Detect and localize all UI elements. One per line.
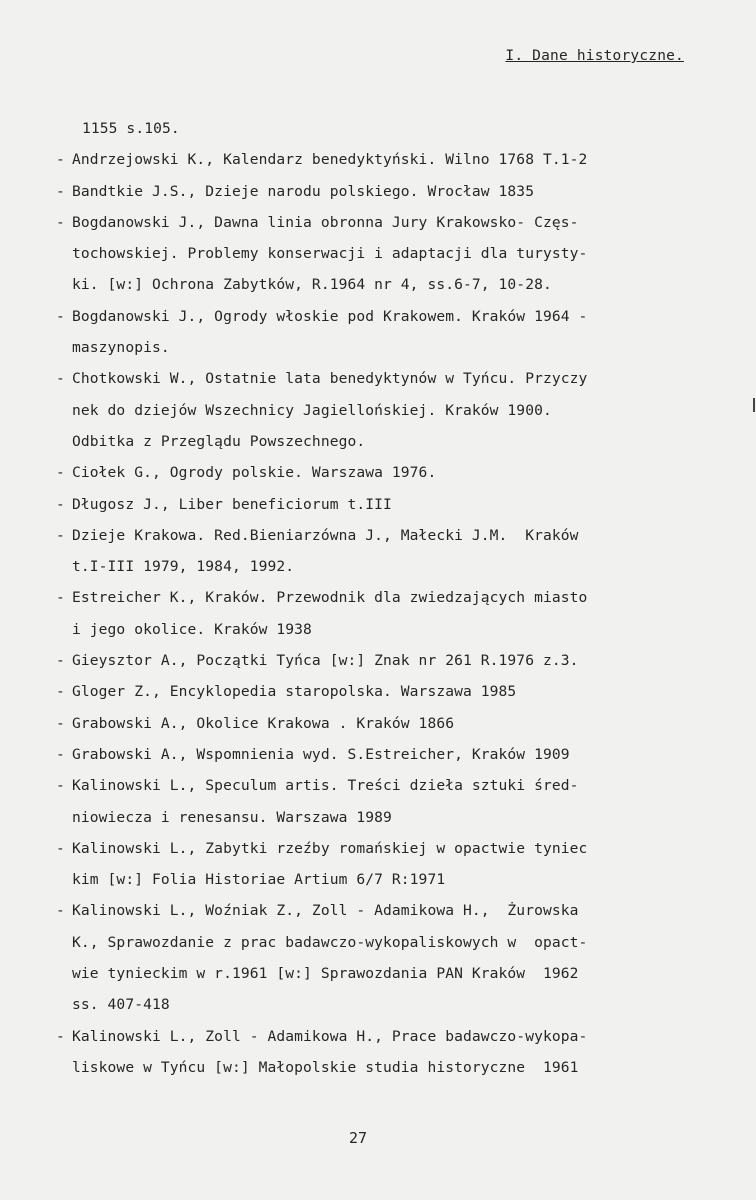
bibliography-continuation-line — [56, 993, 676, 1024]
line-text: Gieysztor A., Początki Tyńca [w:] Znak nr 261 R.1976 z.3. — [72, 652, 579, 670]
bibliography-list — [56, 117, 676, 1087]
line-text: ki. [w:] Ochrona Zabytków, R.1964 nr 4, ss.6-7, 10-28. — [72, 276, 552, 294]
line-text: Estreicher K., Kraków. Przewodnik dla zwiedzających miasto — [72, 589, 588, 607]
line-text: liskowe w Tyńcu [w:] Małopolskie studia historyczne 1961 — [72, 1058, 579, 1076]
line-text: Bogdanowski J., Ogrody włoskie pod Krakowem. Kraków 1964 - — [72, 307, 588, 325]
bibliography-entry-line — [56, 743, 676, 774]
entry-dash: - — [56, 839, 65, 857]
line-text: Kalinowski L., Speculum artis. Treści dzieła sztuki śred- — [72, 777, 579, 795]
line-text: Dzieje Krakowa. Red.Bieniarzówna J., Małecki J.M. Kraków — [72, 526, 579, 544]
bibliography-continuation-line — [56, 618, 676, 649]
bibliography-entry-line — [56, 586, 676, 617]
entry-dash: - — [56, 1027, 65, 1045]
entry-dash: - — [56, 370, 65, 388]
bibliography-entry-line — [56, 899, 676, 930]
bibliography-continuation-line — [56, 273, 676, 304]
bibliography-continuation-line — [56, 242, 676, 273]
running-header: I. Dane historyczne. — [505, 48, 684, 64]
bibliography-entry-line — [56, 774, 676, 805]
bibliography-continuation-line — [56, 555, 676, 586]
line-text: tochowskiej. Problemy konserwacji i adaptacji dla turysty- — [72, 245, 588, 263]
page-number: 27 — [348, 1129, 368, 1147]
line-text: Kalinowski L., Zoll - Adamikowa H., Prace badawczo-wykopa- — [72, 1027, 588, 1045]
bibliography-continuation-line — [56, 336, 676, 367]
line-text: nek do dziejów Wszechnicy Jagiellońskiej. Kraków 1900. — [72, 401, 552, 419]
line-text: t.I-III 1979, 1984, 1992. — [72, 558, 295, 576]
entry-dash: - — [56, 777, 65, 795]
entry-dash: - — [56, 526, 65, 544]
line-text: maszynopis. — [72, 339, 170, 357]
entry-dash: - — [56, 745, 65, 763]
line-text: Chotkowski W., Ostatnie lata benedyktynów w Tyńcu. Przyczy — [72, 370, 588, 388]
bibliography-entry-line — [56, 211, 676, 242]
line-text: Grabowski A., Wspomnienia wyd. S.Estreicher, Kraków 1909 — [72, 745, 570, 763]
bibliography-continuation-line — [56, 430, 676, 461]
line-text: Bogdanowski J., Dawna linia obronna Jury Krakowsko- Częs- — [72, 213, 579, 231]
line-text: wie tynieckim w r.1961 [w:] Sprawozdania PAN Kraków 1962 — [72, 965, 579, 983]
bibliography-entry-line — [56, 180, 676, 211]
bibliography-entry-line — [56, 148, 676, 179]
entry-dash: - — [56, 495, 65, 513]
entry-dash: - — [56, 182, 65, 200]
bibliography-continuation-line — [56, 806, 676, 837]
entry-dash: - — [56, 683, 65, 701]
line-text: Odbitka z Przeglądu Powszechnego. — [72, 432, 366, 450]
bibliography-entry-line — [56, 1025, 676, 1056]
bibliography-entry-line — [56, 649, 676, 680]
line-text: Kalinowski L., Woźniak Z., Zoll - Adamikowa H., Żurowska — [72, 902, 579, 920]
line-text: ss. 407-418 — [72, 996, 170, 1014]
bibliography-entry-line — [56, 837, 676, 868]
bibliography-continuation-line — [56, 868, 676, 899]
line-text: Bandtkie J.S., Dzieje narodu polskiego. Wrocław 1835 — [72, 182, 535, 200]
bibliography-entry-line — [56, 305, 676, 336]
entry-dash: - — [56, 652, 65, 670]
line-text: i jego okolice. Kraków 1938 — [72, 620, 312, 638]
line-text: Andrzejowski K., Kalendarz benedyktyński. Wilno 1768 T.1-2 — [72, 151, 588, 169]
bibliography-continuation-line — [56, 399, 676, 430]
line-text: niowiecza i renesansu. Warszawa 1989 — [72, 808, 392, 826]
line-text: Grabowski A., Okolice Krakowa . Kraków 1866 — [72, 714, 455, 732]
bibliography-continuation-line — [56, 1056, 676, 1087]
entry-dash: - — [56, 151, 65, 169]
entry-dash: - — [56, 902, 65, 920]
line-text: Ciołek G., Ogrody polskie. Warszawa 1976. — [72, 464, 437, 482]
entry-dash: - — [56, 213, 65, 231]
line-text: Kalinowski L., Zabytki rzeźby romańskiej w opactwie tyniec — [72, 839, 588, 857]
bibliography-entry-line — [56, 680, 676, 711]
bibliography-continuation-line — [56, 931, 676, 962]
entry-dash: - — [56, 714, 65, 732]
bibliography-continuation-line — [56, 962, 676, 993]
line-text: K., Sprawozdanie z prac badawczo-wykopaliskowych w opact- — [72, 933, 588, 951]
bibliography-entry-line — [56, 367, 676, 398]
bibliography-entry-line — [56, 524, 676, 555]
scan-edge-mark — [753, 398, 755, 412]
line-text: kim [w:] Folia Historiae Artium 6/7 R:1971 — [72, 871, 446, 889]
bibliography-continuation-line — [56, 117, 676, 148]
entry-dash: - — [56, 589, 65, 607]
line-text: Długosz J., Liber beneficiorum t.III — [72, 495, 392, 513]
entry-dash: - — [56, 464, 65, 482]
bibliography-entry-line — [56, 712, 676, 743]
bibliography-entry-line — [56, 461, 676, 492]
entry-dash: - — [56, 307, 65, 325]
line-text: 1155 s.105. — [82, 120, 180, 137]
line-text: Gloger Z., Encyklopedia staropolska. Warszawa 1985 — [72, 683, 517, 701]
bibliography-entry-line — [56, 493, 676, 524]
